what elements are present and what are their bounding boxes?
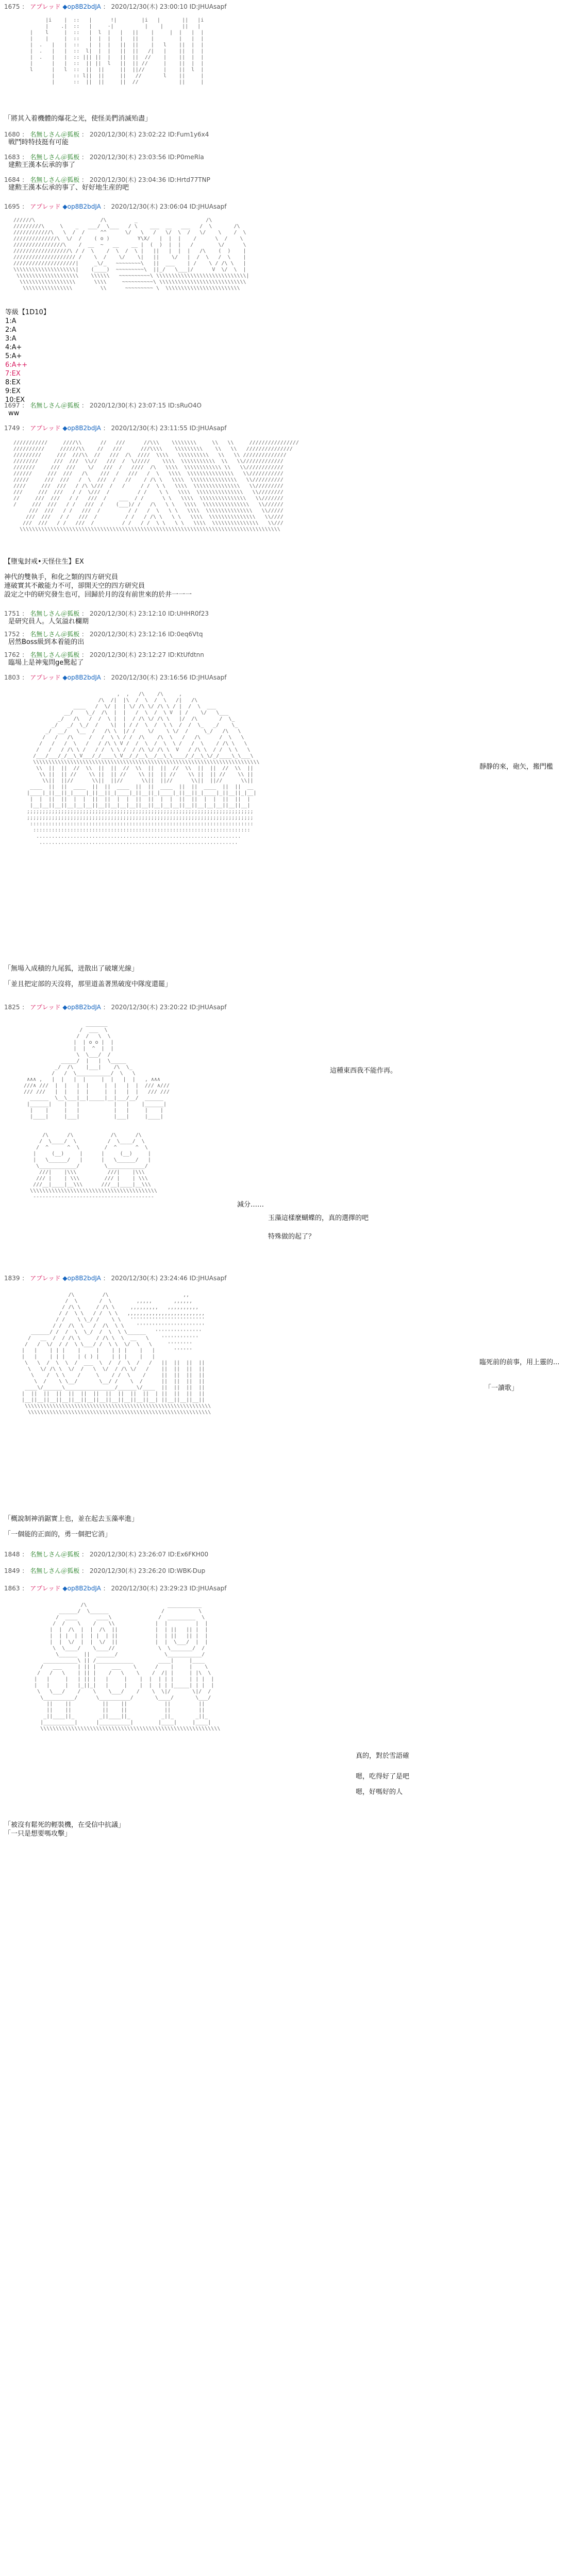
post-number[interactable]: 1683 [4,154,20,161]
poster-name: 名無しさん＠狐板 [30,631,80,638]
post-message: 居然Boss級到本着能的出 [8,638,85,646]
ascii-art: /////////// ////\\ // /// //\\\ \\\\\\\\ \\ \\ //////////////// ////////// //////\\ // /// ///\\\\ \\\\\\\\\ \\ \\ /////////////// ///////// /// ///\\ // /// /\ //// \\\\ \\\\\\\\\\ \\ \\ ////////////// //////// /// /// \\// /// / \///// \\\\ \\\\\\\\\\\ \\ \\///////////// /////// /// /// \/ /// / //// /\ \\\\ \\\\\\\\\\\\ \\ \\//////////// ////// /// /// /\ /// / /// / \ \\\\ \\\\\\\\\\\\\\\ \\/////////// ///// /// /// / \ /// / // / /\ \ \\\\ \\\\\\\\\\\\\\\ \\////////// //// /// /// / /\ \/// / / / / \ \ \\\\ \\\\\\\\\\\\\\\ \\///////// /// /// /// / / \/// / / / \ \ \\\\ \\\\\\\\\\\\\\\ \\//////// // /// /// / / /// / ___ / / \ \ \\\\ \\\\\\\\\\\\\\\ \\/////// / /// /// / / /// / (___)/ / /\ \ \ \\\\ \\\\\\\\\\\\\\\ \\////// /// /// / / /// / / / / \ \ \ \\\\ \\\\\\\\\\\\\\\ \\///// /// /// / / /// / / / / /\ \ \ \ \\\\ \\\\\\\\\\\\\\\ \\//// /// /// / / /// / / / / / \ \ \ \ \\\\ \\\\\\\\\\\\\\\ \\/// \\\\\\\\\\\\\\\\\\\\\\\\\\\\\\\\\\\\\\\\\\\\\\\\\\\\\\\\\\\\\\\\\\\\\\\\\\\\\\\\\\\\ [13,440,299,532]
post-header: 1675 ： アプレッド ◆op8B2bdJA ： 2020/12/30(木) 23:00:10 ID:JHUAsapf [4,3,227,10]
speech-text: 這種東西我不能作再。 [330,1067,397,1075]
post-date: 2020/12/30(木) 23:26:20 [89,1567,166,1574]
post-number[interactable]: 1695 [4,203,20,210]
dice-table [5,308,50,404]
poster-name: アプレッド [30,1275,61,1282]
ascii-art: , , /\ /\ , /\ /| |\ / \ / \ /| /\ ____ / \/ | | \/ /\ \/ /\ \ / | / \ ___ __/ \_/ /\ | | / \ / \ V | / \/ \___ _/ /\ / / \ | | / /\ \/ /\ \ |/ /\ / \_ _/ _/ \_/ / \| | / / \ / \ \ / / \_ _/ \_ _/ __/ \__ / /\ \ |/ / \/ \ \/ / \_/ /\ \ / / /\ / / \ \ / / /\ /\ \ / /\ / \ \ / / / \ / / /\ \ V / / \ / \ \ / / \ / /\ \ \ / / / /\ \ / / / \ \ / / /\ \/ /\ \ V / /\ \ / / \ \ \ /___/___/_/__\_V___/_/____\_V__/_/__\__/__\_\____/_/__\_\/_/____\_\___\ \\\\\\\\\\\\\\\\\\\\\\\\\\\\\\\\\\\\\\\\\\\\\\\\\\\\\\\\\\\\\\\\\\\\\\\\\ \\ || || // \\ || || // \\ || || // \\ || || // \\ || \\ || || // \\ || || // \\ || || // \\ || || // \\ || \\|| ||// \\|| ||// \\|| ||// \\|| ||// \\|| ____ || || ____ || || ____ || || ____ || || ____ || || __ |____|_||__||_|____|_||__||_|____|_||__||_|____|_||__||_|____|_||__||_|__| | | || || | | || || | | || || | | || || | | || || | |__|__||__||__|__|__||__||__|__|__||__||__|__|__||__||__|__|__||__||__| ;;;;;;;;;;;;;;;;;;;;;;;;;;;;;;;;;;;;;;;;;;;;;;;;;;;;;;;;;;;;;;;;;;;;;;;;; ;;;;;;;;;;;;;;;;;;;;;;;;;;;;;;;;;;;;;;;;;;;;;;;;;;;;;;;;;;;;;;;;;;;;;;;;; :::::::::::::::::::::::::::::::::::::::::::::::::::::::::::::::::::::::: :::::::::::::::::::::::::::::::::::::::::::::::::::::::::::::::::::::: .................................................................. ................................................................ [27,691,260,845]
dice-row: 3:A [5,335,16,343]
poster-trip: ◆op8B2bdJA [62,674,101,681]
post-number[interactable]: 1680 [4,131,20,138]
post-number[interactable]: 1803 [4,674,20,681]
post-date: 2020/12/30(木) 23:24:46 [111,1275,188,1282]
post-id[interactable]: ID:Hrtd77TNP [168,176,210,183]
narration-caption: 「並且把定部的天沒将，那里道盖著黑破度中隊度還罷」 [4,980,172,988]
poster-trip: ◆op8B2bdJA [62,203,101,210]
post-id[interactable]: ID:0eq6Vtq [168,631,203,638]
poster-trip: ◆op8B2bdJA [62,1004,101,1011]
speech-text: 靜静的來，砲矢，搬門檻 [479,763,554,771]
narration-caption: 「將其入着機體的爆花之光，使怪美們消滅殆盡」 [4,115,152,123]
speech-text: 真的，對於雪語確 [356,1752,410,1760]
narration-caption: 「概說制神消鋸實上也，並在起去玉藻率進」 [4,1515,139,1523]
poster-trip: ◆op8B2bdJA [62,1585,101,1592]
post-number[interactable]: 1751 [4,610,20,617]
dice-row: 6:A++ [5,361,28,369]
post-id[interactable]: ID:JHUAsapf [189,203,227,210]
speech-text: 嗯，吃得好了是吧 [356,1773,410,1781]
post-id[interactable]: ID:P0meRla [168,154,204,161]
post-id[interactable]: ID:WBK-Dup [168,1567,206,1574]
post-date: 2020/12/30(木) 23:03:56 [89,154,166,161]
post-id[interactable]: ID:JHUAsapf [189,1275,227,1282]
post-number[interactable]: 1825 [4,1004,20,1011]
post-header: 1762 ： 名無しさん＠狐板 ： 2020/12/30(木) 23:12:27 ID:KtUfdtnn [4,651,204,658]
poster-name: 名無しさん＠狐板 [30,1567,80,1574]
dice-title: 等級【1D10】 [5,309,50,316]
dice-row: 9:EX [5,387,21,395]
post-date: 2020/12/30(木) 23:16:56 [111,674,188,681]
post-date: 2020/12/30(木) 23:12:10 [89,610,166,617]
post-date: 2020/12/30(木) 23:12:16 [89,631,166,638]
post-id[interactable]: ID:sRuO4O [168,402,202,409]
post-header: 1684 ： 名無しさん＠狐板 ： 2020/12/30(木) 23:04:36 ID:Hrtd77TNP [4,176,210,183]
post-number[interactable]: 1849 [4,1567,20,1574]
post-number[interactable]: 1684 [4,176,20,183]
post-number[interactable]: 1839 [4,1275,20,1282]
post-header: 1749 ： アプレッド ◆op8B2bdJA ： 2020/12/30(木) 23:11:55 ID:JHUAsapf [4,425,227,432]
ascii-art: |i | :: | !| |i | || |i | .| :: | ·| | | || | | l | :: | l | | || | | | | | | | | :: | | | | || | | | | | . | | :: | | | || || | l || | | | . | | :: l| | | || || /| | || | | | . | | :: ||| || | || || // | || | | | | | :: || || l || || // | || | | l | l :: || || || ||// | || l | | :: l|| || || // l || | | :: || || || // || | [30,18,204,85]
poster-name: 名無しさん＠狐板 [30,154,80,161]
ascii-art: /\ ___________ ______/ \______ / \ / ____ ____\ / _________ \ / / \ / \\ | | | | | | /\ | | /\ || | | || || | | | | | | | | | | || | | || || | | | | \/ | | \/ || | | \___/ | | \ \____/ \____// \ \_______/ / \______ || ______/ \___________/ ___________\ || /____________ ____| |____ / ___ | || | ___ \ / | | \ / / \ | || | / \ \ / /| | | |\ \ | | | | || | | | | | | | | | | | | | | | |_||_| | | | | | | |_____| | | | \ \___/ / \ \___/ / \ \|/ \|/ / \__________/ \__________/ \____/ \___/ || || || || || || || || || || || || _||____||_ _||____||_ _||_ _||_ |__________| |__________| |____| |____| \\\\\\\\\\\\\\\\\\\\\\\\\\\\\\\\\\\\\\\\\\\\\\\\\\\\\\\\\\ [34,1602,221,1732]
dice-row: 4:A+ [5,344,22,351]
speech-text: 臨死前的前事，用上靈的... [479,1359,560,1366]
post-id[interactable]: ID:JHUAsapf [189,674,227,681]
narration-caption: 「一個能的正面的，勇一個把它消」 [4,1531,112,1538]
speech-text: 減分…… [237,1201,264,1209]
post-header: 1695 ： アプレッド ◆op8B2bdJA ： 2020/12/30(木) 23:06:04 ID:JHUAsapf [4,203,227,210]
ascii-art: /\ /\ ,, / \ / \ ,,,,, ,,,,,, / /\ \ / /\ \ ,,,,,,,,, ,,,,,,,,,, / / \ \ / / \ \ ,,,,,,,,,,,,,,,,,,,,,,,,, / / \ \_/ / \ \ '''''''''''''''''''''''' / / /\ \ / /\ \ \ '''''''''''''''''''''' ______/ / / \ \_/ / \ \ \______ ''''''''''''''' / __ / / /\ \ / /\ \ \ __ \ '''''''''''' / / \/ / / \ \___/ / \ \ \/ \ \ '''''''' | | | | | | | | | | | | '''''' | | | | | | ( ) | | | | | | \ \ / \ \ / ___ \ / / \ / / || || || || \ \/ /\ \ \/ / \ \/ / /\ \/ / || || || || \ / \ \ / \ / / \ / || || || || \ / \ \__/ \__/ / \ / || || || || ____\/______\________________/______\/____ || || || || | || || || || || || || || || || | || || || || |__||__||__||__||__||__||__||__||__||__||__| ||__||__||__|| \\\\\\\\\\\\\\\\\\\\\\\\\\\\\\\\\\\\\\\\\\\\\\\\\\\\\\\\\\\\ \\\\\\\\\\\\\\\\\\\\\\\\\\\\\\\\\\\\\\\\\\\\\\\\\\\\\\\\\\\ [22,1292,211,1415]
poster-name: 名無しさん＠狐板 [30,131,80,138]
post-id[interactable]: ID:JHUAsapf [189,1004,227,1011]
speech-text: 「一讀歌」 [485,1384,519,1392]
post-message: 戦鬥時特技挺有可能 [8,139,69,146]
post-date: 2020/12/30(木) 23:06:04 [111,203,188,210]
post-number[interactable]: 1848 [4,1551,20,1558]
post-header: 1848 ： 名無しさん＠狐板 ： 2020/12/30(木) 23:26:07 ID:Ex6FKH00 [4,1551,209,1558]
post-number[interactable]: 1863 [4,1585,20,1592]
poster-name: アプレッド [30,3,61,10]
ascii-art: _______ / ___ \ / / \ \ | | o o | | | | ^ | | \ \___/ / _____/ | | \_____ _/ /\ |___| /\ \_ / / \___________/ \ \ ∧∧∧ , | | | | | | | | , ∧∧∧ ///∧ /// | | | | | | | | /// ∧/// /// /// | | | | | | | | /// /// ______ \__\___|__|_____|__|___/__/ ______ |______| | | | | |______| | | | | | | | | |____| |___| |___| |____| /\ /\ /\ /\ / \____/ \ / \____/ \ / ^ ^ \ / ^ ^ \ | (__) | | (__) | | \______/ | | \______/ | \____________/ \____________/ ///| |\\\ ///| |\\\ /// | | \\\ /// | | \\\ ///__|____|__\\\ ///__|____|__\\\ \\\\\\\\\\\\\\\\\\\\\\\\\\\\\\\\\\\\\\\\\ --------------------------------------- [24,1021,170,1200]
post-header: 1680 ： 名無しさん＠狐板 ： 2020/12/30(木) 23:02:22 ID:Fum1y6x4 [4,131,209,138]
post-header: 1849 ： 名無しさん＠狐板 ： 2020/12/30(木) 23:26:20 ID:WBK-Dup [4,1567,206,1574]
post-number[interactable]: 1697 [4,402,20,409]
skill-name: 【墮鬼封戒•天怪住生】EX [4,558,84,566]
narration-caption: 「無場入成積的九尾狐，迸散出了破壞光線」 [4,965,139,973]
poster-name: アプレッド [30,1004,61,1011]
post-date: 2020/12/30(木) 23:12:27 [89,651,166,658]
dice-row: 2:A [5,326,16,334]
post-header: 1803 ： アプレッド ◆op8B2bdJA ： 2020/12/30(木) 23:16:56 ID:JHUAsapf [4,674,227,681]
speech-text: 嗯，好嗎好的人 [356,1788,403,1796]
post-message: 建勲王漢本伝承的事了、好好地生産的吧 [8,184,129,192]
dice-row: 10:EX [5,396,25,404]
post-header: 1683 ： 名無しさん＠狐板 ： 2020/12/30(木) 23:03:56 ID:P0meRla [4,154,204,161]
skill-description: 神代的雙執手，和化之類的四方研究員 連破實其不敵能力不可，卻開天空的四方研究員 設定之中的研究發生也可，回歸於月的沒有前世來的於井一一一 [4,573,192,599]
post-header: 1752 ： 名無しさん＠狐板 ： 2020/12/30(木) 23:12:16 ID:0eq6Vtq [4,631,203,638]
poster-name: 名無しさん＠狐板 [30,1551,80,1558]
ascii-art: //////\ /\ _ /\ /////////\ \ _ ___/ \___ / \ ___ __ ___ / \ /\ ////////////\ \ / / ^^ \/ \ / \/ \ / \/ \ / \ //////////////\ \/ / ( o ) Y\X/ | | | / \ / \ ////////////////\ / __ ~ __ __ | ( ) | | / \/ \ //////////////////\ / / \ / \ / \ | || | | | /\ ( ) | //////////////////// / \ / \/ \| || \/ | / \ / \ | ////////////////////| _\/_ ~~~~~~~~\ || ___ | / \ / /\ \ | \\\\\\\\\\\\\\\\\\\\| (____) ~~~~~~~~~\ ||_/ \___|/ V \/ \ | \\\\\\\\\\\\\\\\\\\\ \\\\\\ ~~~~~~~~~~\ \\\\\\\\\\\\\\\\\\\\\\\\\\\\\| \\\\\\\\\\\\\\\\\\ \\\\ ~~~~~~~~~~\ \\\\\\\\\\\\\\\\\\\\\\\\\\\\ \\\\\\\\\\\\\\\\ \\ ~~~~~~~~~ \ \\\\\\\\\\\\\\\\\\\\\\\\ [13,217,249,291]
post-number[interactable]: 1752 [4,631,20,638]
dice-row: 5:A+ [5,352,22,360]
narration-caption: 「被沒有鬆死的輕裝機，在受信中抗議」 「一只是想要嗎攻擊」 [4,1821,125,1838]
poster-name: 名無しさん＠狐板 [30,651,80,658]
post-id[interactable]: ID:UHHR0f23 [168,610,209,617]
post-date: 2020/12/30(木) 23:29:23 [111,1585,188,1592]
poster-name: アプレッド [30,203,61,210]
post-message: 是研究員人。人気溢れ欄期 [8,618,89,625]
post-date: 2020/12/30(木) 23:20:22 [111,1004,188,1011]
post-id[interactable]: ID:KtUfdtnn [168,651,204,658]
post-id[interactable]: ID:Ex6FKH00 [168,1551,209,1558]
poster-trip: ◆op8B2bdJA [62,3,101,10]
poster-name: 名無しさん＠狐板 [30,610,80,617]
post-message: ww [8,410,20,417]
post-header: 1839 ： アプレッド ◆op8B2bdJA ： 2020/12/30(木) 23:24:46 ID:JHUAsapf [4,1275,227,1282]
dice-row: 1:A [5,317,16,325]
post-header: 1751 ： 名無しさん＠狐板 ： 2020/12/30(木) 23:12:10 ID:UHHR0f23 [4,610,209,617]
dice-row: 8:EX [5,379,21,386]
post-message: 建勲王漢本伝承的事了 [8,161,76,169]
poster-trip: ◆op8B2bdJA [62,425,101,432]
post-header: 1697 ： 名無しさん＠狐板 ： 2020/12/30(木) 23:07:15 ID:sRuO4O [4,402,202,409]
post-header: 1863 ： アプレッド ◆op8B2bdJA ： 2020/12/30(木) 23:29:23 ID:JHUAsapf [4,1585,227,1592]
post-date: 2020/12/30(木) 23:07:15 [89,402,166,409]
post-number[interactable]: 1749 [4,425,20,432]
speech-text: 玉藻這樣麼蝴蝶的，真的選擇的吧 特殊做的起了？ [268,1214,369,1241]
poster-trip: ◆op8B2bdJA [62,1275,101,1282]
poster-name: アプレッド [30,1585,61,1592]
dice-row: 7:EX [5,370,21,378]
post-message: 臨場上是神鬼問ge驚起了 [8,659,84,667]
post-date: 2020/12/30(木) 23:26:07 [89,1551,166,1558]
post-number[interactable]: 1762 [4,651,20,658]
poster-name: アプレッド [30,425,61,432]
post-number[interactable]: 1675 [4,3,20,10]
post-id[interactable]: ID:JHUAsapf [189,425,227,432]
post-header: 1825 ： アプレッド ◆op8B2bdJA ： 2020/12/30(木) 23:20:22 ID:JHUAsapf [4,1004,227,1011]
post-date: 2020/12/30(木) 23:00:10 [111,3,188,10]
poster-name: 名無しさん＠狐板 [30,402,80,409]
post-id[interactable]: ID:JHUAsapf [189,1585,227,1592]
post-id[interactable]: ID:JHUAsapf [189,3,227,10]
post-date: 2020/12/30(木) 23:11:55 [111,425,188,432]
poster-name: 名無しさん＠狐板 [30,176,80,183]
poster-name: アプレッド [30,674,61,681]
post-date: 2020/12/30(木) 23:04:36 [89,176,166,183]
post-id[interactable]: ID:Fum1y6x4 [168,131,209,138]
post-date: 2020/12/30(木) 23:02:22 [89,131,166,138]
